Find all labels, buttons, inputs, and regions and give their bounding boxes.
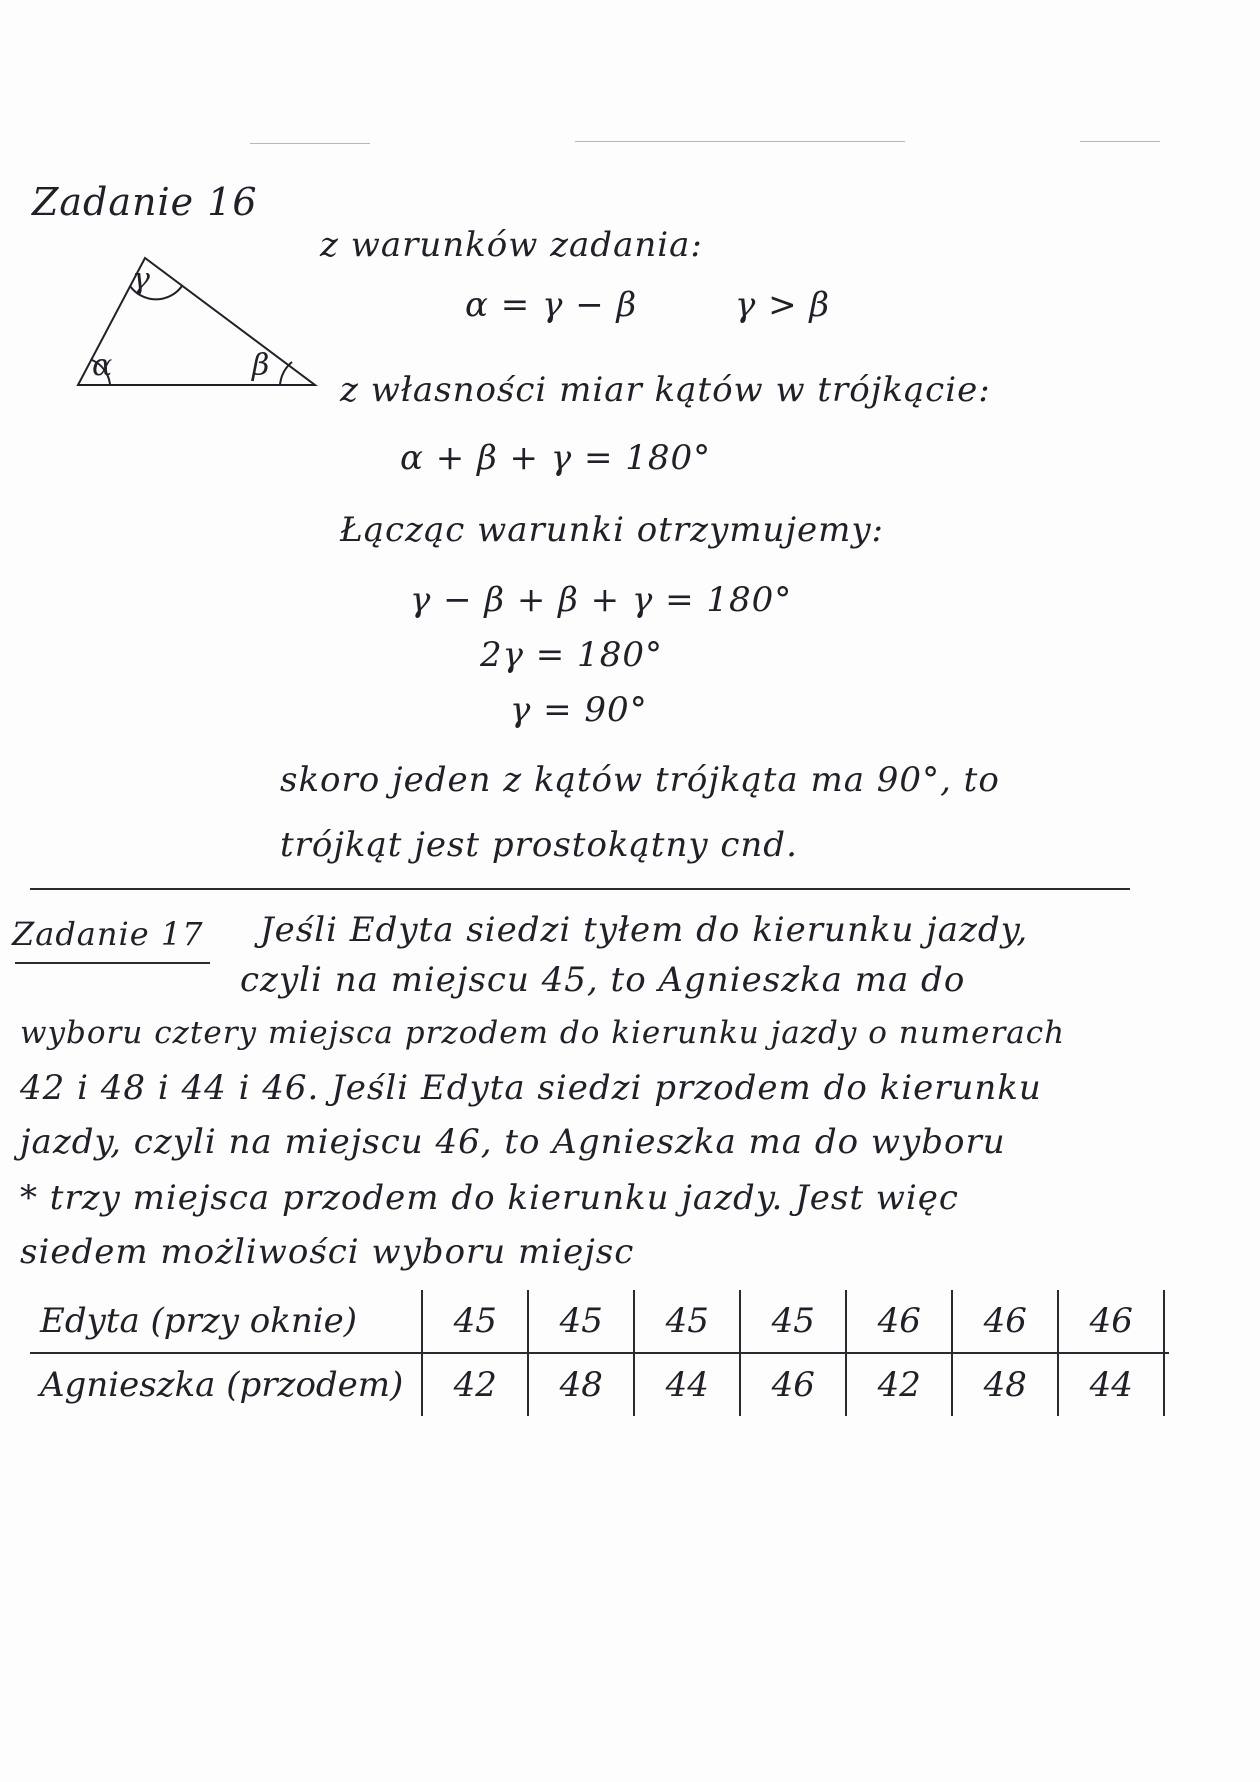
row-label-agnieszka: Agnieszka (przodem) bbox=[40, 1365, 404, 1405]
task16-line3: z własności miar kątów w trójkącie: bbox=[340, 370, 991, 410]
scan-dash bbox=[250, 143, 370, 144]
table-row-edyta bbox=[30, 1290, 1169, 1353]
task17-line2: czyli na miejscu 45, to Agnieszka ma do bbox=[240, 960, 966, 1000]
table-cell: 46 bbox=[846, 1290, 952, 1353]
table-cell: 42 bbox=[422, 1353, 528, 1416]
table-cell: 45 bbox=[740, 1290, 846, 1353]
task17-line7: siedem możliwości wyboru miejsc bbox=[20, 1232, 635, 1272]
task16-line4: α + β + γ = 180° bbox=[400, 438, 712, 478]
task16-line2b: γ > β bbox=[735, 285, 831, 325]
table-cell: 42 bbox=[846, 1353, 952, 1416]
table-cell: 46 bbox=[1058, 1290, 1164, 1353]
task17-title: Zadanie 17 bbox=[12, 915, 204, 953]
table-cell: 44 bbox=[1058, 1353, 1164, 1416]
section-separator bbox=[30, 888, 1130, 890]
scan-dash bbox=[575, 141, 905, 142]
task16-line9: skoro jeden z kątów trójkąta ma 90°, to bbox=[280, 760, 1000, 800]
task16-line7: 2γ = 180° bbox=[480, 635, 663, 675]
task16-line8: γ = 90° bbox=[510, 690, 648, 730]
table-row-agnieszka bbox=[30, 1353, 1169, 1416]
scan-dash bbox=[1080, 141, 1160, 142]
task16-line10: trójkąt jest prostokątny cnd. bbox=[280, 825, 798, 865]
table-cell: 48 bbox=[952, 1353, 1058, 1416]
task16-title: Zadanie 16 bbox=[32, 180, 258, 224]
task17-line4: 42 i 48 i 44 i 46. Jeśli Edyta siedzi przodem do kierunku bbox=[20, 1068, 1042, 1108]
table-end-border bbox=[1164, 1353, 1169, 1416]
task16-line5: Łącząc warunki otrzymujemy: bbox=[340, 510, 885, 550]
task17-line5: jazdy, czyli na miejscu 46, to Agnieszka ma do wyboru bbox=[20, 1122, 1006, 1162]
triangle-gamma-label: γ bbox=[132, 262, 151, 297]
task17-line1: Jeśli Edyta siedzi tyłem do kierunku jazdy, bbox=[260, 910, 1029, 950]
table-cell: 46 bbox=[952, 1290, 1058, 1353]
table-cell: 45 bbox=[422, 1290, 528, 1353]
table-end-border bbox=[1164, 1290, 1169, 1353]
triangle-beta-label: β bbox=[252, 348, 271, 383]
table-cell: 46 bbox=[740, 1353, 846, 1416]
table-cell: 48 bbox=[528, 1353, 634, 1416]
task17-title-underline bbox=[15, 962, 210, 964]
task17-line6: * trzy miejsca przodem do kierunku jazdy. Jest więc bbox=[20, 1178, 959, 1218]
task16-line2a: α = γ − β bbox=[465, 285, 638, 325]
seat-table bbox=[30, 1290, 1169, 1416]
table-cell: 45 bbox=[634, 1290, 740, 1353]
task16-line6: γ − β + β + γ = 180° bbox=[410, 580, 793, 620]
table-cell: 45 bbox=[528, 1290, 634, 1353]
row-label-edyta: Edyta (przy oknie) bbox=[30, 1290, 422, 1353]
table-cell: 44 bbox=[634, 1353, 740, 1416]
task17-line3: wyboru cztery miejsca przodem do kierunku jazdy o numerach bbox=[20, 1015, 1066, 1051]
triangle-alpha-label: α bbox=[92, 348, 114, 383]
task16-line1: z warunków zadania: bbox=[320, 225, 703, 265]
